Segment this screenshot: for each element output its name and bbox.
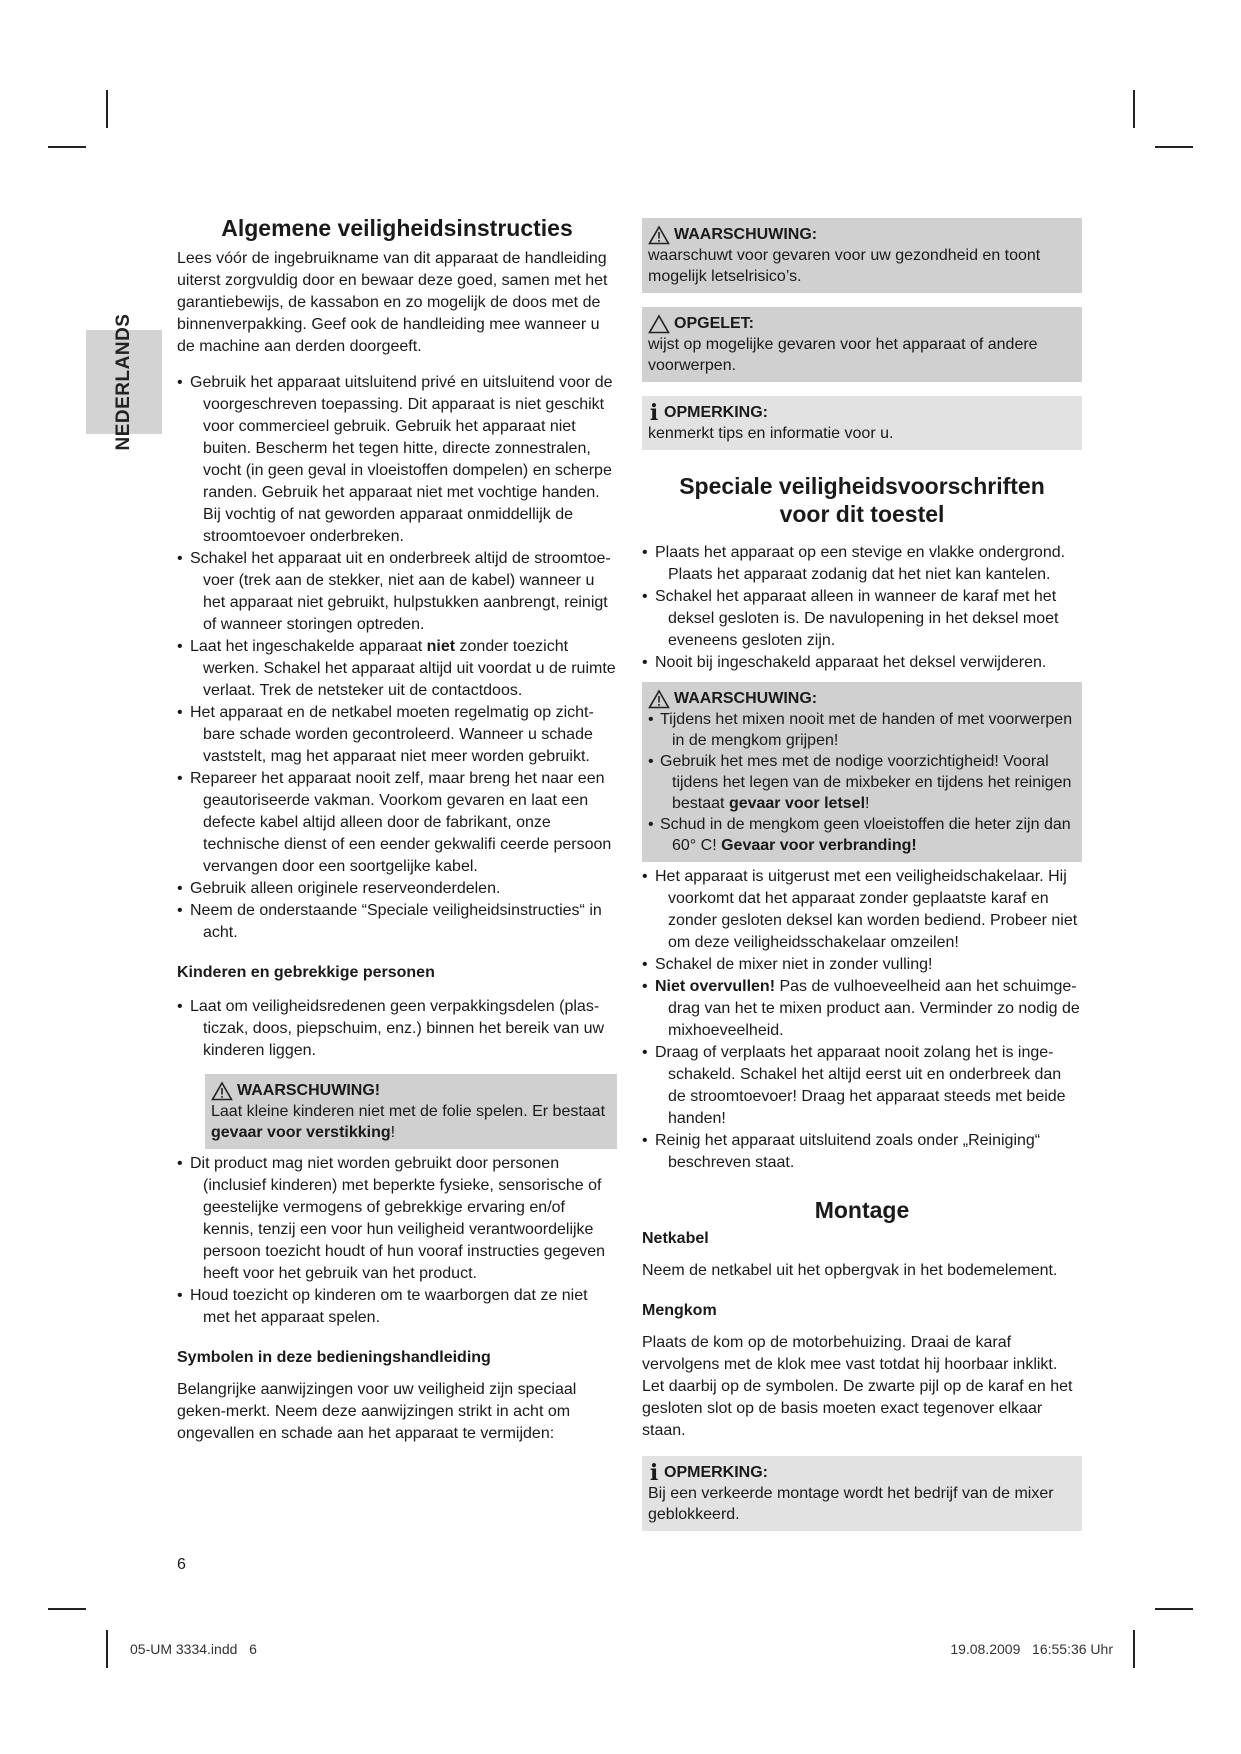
list-item: • Schakel de mixer niet in zonder vulling! — [642, 954, 1082, 976]
crop-mark — [48, 1608, 86, 1610]
safety-list — [177, 372, 617, 944]
list-item: • Repareer het apparaat nooit zelf, maar breng het naar een geautoriseerde vakman. Voorkom gevaren en laat een defecte kabel altijd alleen door de fabrikant, onze technische dienst of een eender gekwalifi ceerde persoon vervangen door een soortgelijke kabel. — [177, 768, 617, 878]
montage-heading: Montage — [814, 1197, 910, 1223]
warning-box-children — [205, 1074, 617, 1149]
list-item: • Houd toezicht op kinderen om te waarborgen dat ze niet met het apparaat spelen. — [177, 1285, 617, 1329]
list-item: • Draag of verplaats het apparaat nooit zolang het is inge-schakeld. Schakel het altijd eerst uit en onderbreek dan de stroomtoevoer! Draag het apparaat steeds met beide handen! — [642, 1042, 1082, 1130]
list-item: • Schud in de mengkom geen vloeistoffen die heter zijn dan 60° C! Gevaar voor verbranding! — [648, 814, 1076, 856]
right-column — [642, 218, 1082, 1531]
symbols-heading: Symbolen in deze bedieningshandleiding — [177, 1349, 491, 1366]
legend-warning-box — [642, 218, 1082, 293]
list-item: • Gebruik het mes met de nodige voorzichtigheid! Vooral tijdens het legen van de mixbeker en tijdens het reinigen bestaat gevaar voor letsel! — [648, 751, 1076, 814]
info-icon: i — [649, 1459, 659, 1486]
legend-note-title: i OPMERKING: — [649, 399, 768, 426]
symbols-paragraph: Belangrijke aanwijzingen voor uw veiligheid zijn speciaal geken-merkt. Neem deze aanwijzingen strikt in acht om ongevallen en schade aan het apparaat te vermijden: — [177, 1381, 577, 1442]
warning-triangle-icon — [648, 689, 670, 709]
warning-list — [648, 709, 1076, 856]
list-item: • Tijdens het mixen nooit met de handen of met voorwerpen in de mengkom grijpen! — [648, 709, 1076, 751]
warning-box-text: Laat kleine kinderen niet met de folie spelen. Er bestaat gevaar voor verstikking! — [211, 1103, 606, 1141]
language-tab — [86, 313, 162, 451]
crop-mark — [1133, 90, 1135, 128]
list-item: • Nooit bij ingeschakeld apparaat het deksel verwijderen. — [642, 652, 1082, 674]
note-box-montage — [642, 1456, 1082, 1531]
language-tab-label: NEDERLANDS — [113, 313, 134, 451]
crop-mark — [106, 1630, 108, 1668]
mengkom-paragraph: Plaats de kom op de motorbehuizing. Draai de karaf vervolgens met de klok mee vast totdat hij hoorbaar inklikt. Let daarbij op de symbolen. De zwarte pijl op de karaf en het gesloten slot op de basis moeten exact tegenover elkaar staan. — [642, 1334, 1073, 1439]
note-box-text: Bij een verkeerde montage wordt het bedrijf van de mixer geblokkeerd. — [648, 1485, 1054, 1523]
page-title: Algemene veiligheidsinstructies — [221, 215, 573, 241]
warning-box-title: WAARSCHUWING: — [648, 688, 1076, 709]
special-heading-line-2: voor dit toestel — [779, 501, 945, 527]
list-item: • Gebruik alleen originele reserveonderdelen. — [177, 878, 617, 900]
crop-mark — [1155, 146, 1193, 148]
children-heading: Kinderen en gebrekkige personen — [177, 964, 435, 981]
legend-caution-text: wijst op mogelijke gevaren voor het apparaat of andere voorwerpen. — [648, 336, 1038, 374]
netkabel-paragraph: Neem de netkabel uit het opbergvak in het bodemelement. — [642, 1262, 1058, 1279]
crop-mark — [1155, 1608, 1193, 1610]
list-item: • Schakel het apparaat uit en onderbreek altijd de stroomtoe-voer (trek aan de stekker, niet aan de kabel) wanneer u het apparaat niet gebruikt, hulpstukken aanbrengt, reinigt of wanneer storingen optreden. — [177, 548, 617, 636]
list-item: • Reinig het apparaat uitsluitend zoals onder „Reiniging“ beschreven staat. — [642, 1130, 1082, 1174]
intro-paragraph: Lees vóór de ingebruikname van dit apparaat de handleiding uiterst zorgvuldig door en bewaar deze goed, samen met het garantiebewijs, de kassabon en zo mogelijk de doos met de binnenverpakking. Geef ook de handleiding mee wanneer u de machine aan derden doorgeeft. — [177, 250, 608, 355]
list-item: • Schakel het apparaat alleen in wanneer de karaf met het deksel gesloten is. De navulopening in het deksel moet eveneens gesloten zijn. — [642, 586, 1082, 652]
special-list-2 — [642, 866, 1082, 1174]
legend-caution-title: OPGELET: — [648, 313, 1076, 334]
list-item: • Plaats het apparaat op een stevige en vlakke ondergrond. Plaats het apparaat zodanig dat het niet kan kantelen. — [642, 542, 1082, 586]
special-heading-line-1: Speciale veiligheidsvoorschriften — [679, 473, 1045, 499]
list-item: • Niet overvullen! Pas de vulhoeveelheid aan het schuimge-drag van het te mixen product aan. Verminder zo nodig de mixhoeveelheid. — [642, 976, 1082, 1042]
list-item: • Gebruik het apparaat uitsluitend privé en uitsluitend voor de voorgeschreven toepassing. Dit apparaat is niet geschikt voor commercieel gebruik. Gebruik het apparaat niet buiten. Bescherm het tegen hitte, directe zonnestralen, vocht (in geen geval in vloeistoffen dompelen) en scherpe randen. Gebruik het apparaat niet met vochtige handen. Bij vochtig of nat geworden apparaat onmiddellijk de stroomtoevoer onderbreken. — [177, 372, 617, 548]
warning-box-title: WAARSCHUWING! — [211, 1080, 611, 1101]
legend-warning-title: WAARSCHUWING: — [648, 224, 1076, 245]
info-icon: i — [649, 399, 659, 426]
warning-box-mixing — [642, 682, 1082, 862]
legend-note-text: kenmerkt tips en informatie voor u. — [648, 425, 894, 442]
list-item: • Neem de onderstaande “Speciale veiligheidsinstructies“ in acht. — [177, 900, 617, 944]
crop-mark — [1133, 1630, 1135, 1668]
caution-triangle-icon — [648, 314, 670, 334]
legend-warning-text: waarschuwt voor gevaren voor uw gezondheid en toont mogelijk letselrisico’s. — [648, 247, 1041, 285]
list-item: • Laat het ingeschakelde apparaat niet zonder toezicht werken. Schakel het apparaat altijd uit voordat u de ruimte verlaat. Trek de netsteker uit de contactdoos. — [177, 636, 617, 702]
list-item: • Laat om veiligheidsredenen geen verpakkingsdelen (plas-ticzak, doos, piepschuim, enz.) binnen het bereik van uw kinderen liggen. — [177, 996, 617, 1062]
footer-timestamp: 19.08.2009 16:55:36 Uhr — [950, 1641, 1113, 1657]
legend-caution-box — [642, 307, 1082, 382]
footer-file-info: 05-UM 3334.indd 6 — [130, 1641, 257, 1657]
left-column — [177, 214, 617, 1445]
warning-triangle-icon — [211, 1081, 233, 1101]
crop-mark — [106, 90, 108, 128]
note-box-title: i OPMERKING: — [649, 1459, 768, 1486]
mengkom-heading: Mengkom — [642, 1302, 717, 1319]
crop-mark — [48, 146, 86, 148]
page-number: 6 — [177, 1556, 186, 1573]
special-list — [642, 542, 1082, 674]
list-item: • Het apparaat is uitgerust met een veiligheidschakelaar. Hij voorkomt dat het apparaat zonder geplaatste karaf en zonder gesloten deksel kan worden bediend. Probeer niet om deze veiligheidsschakelaar omzeilen! — [642, 866, 1082, 954]
legend-note-box — [642, 396, 1082, 450]
netkabel-heading: Netkabel — [642, 1230, 709, 1247]
children-list-2 — [177, 1153, 617, 1329]
list-item: • Het apparaat en de netkabel moeten regelmatig op zicht-bare schade worden gecontroleerd. Wanneer u schade vaststelt, mag het apparaat niet meer worden gebruikt. — [177, 702, 617, 768]
children-list — [177, 996, 617, 1062]
warning-triangle-icon — [648, 225, 670, 245]
list-item: • Dit product mag niet worden gebruikt door personen (inclusief kinderen) met beperkte fysieke, sensorische of geestelijke vermogens of gebrekkige ervaring en/of kennis, tenzij een voor hun veiligheid verantwoordelijke persoon toezicht houdt of hun vooraf instructies gegeven heeft voor het gebruik van het product. — [177, 1153, 617, 1285]
